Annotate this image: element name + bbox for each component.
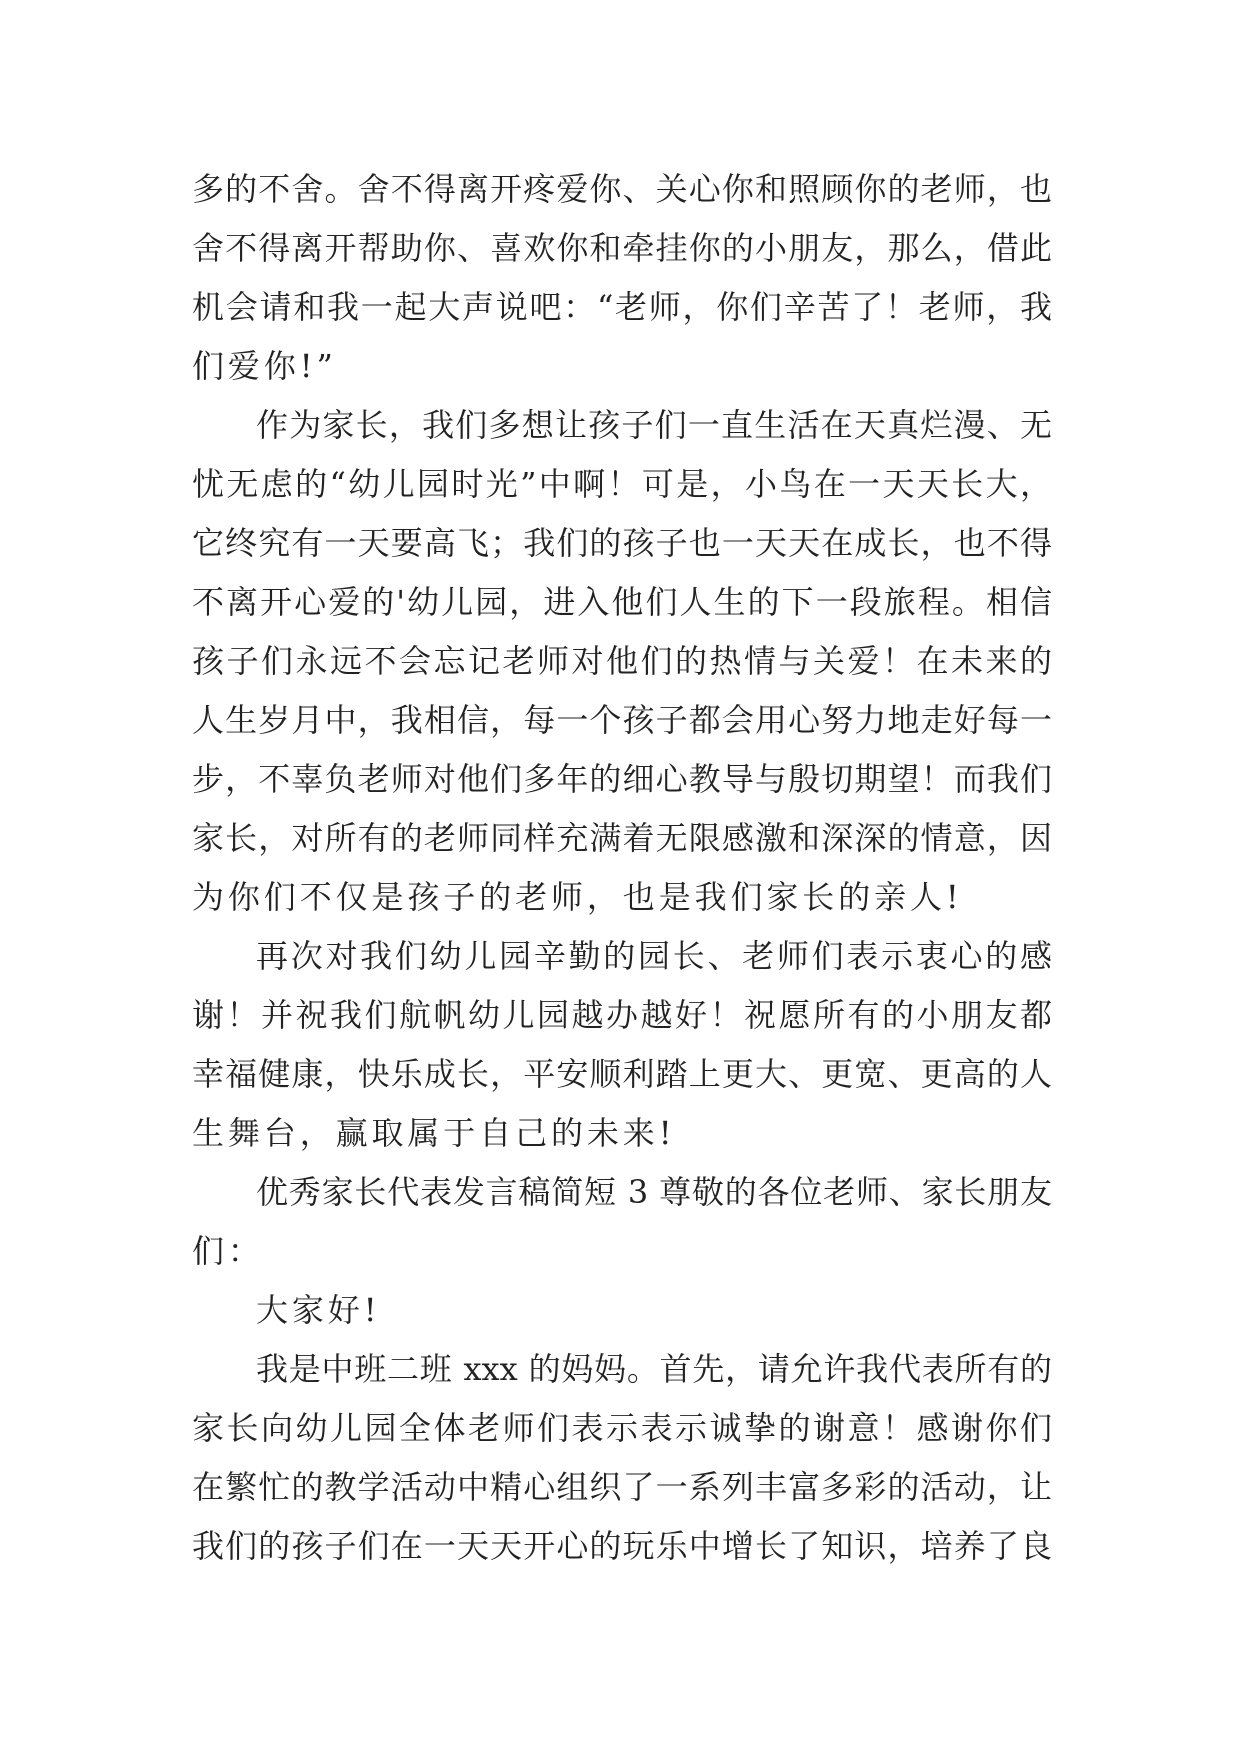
text-line: 谢！并祝我们航帆幼儿园越办越好！祝愿所有的小朋友都 xyxy=(192,996,1052,1034)
text-line: 作为家长，我们多想让孩子们一直生活在天真烂漫、无 xyxy=(256,406,1052,444)
text-line: 生舞台，赢取属于自己的未来! xyxy=(192,1114,676,1152)
text-line: 们： xyxy=(192,1232,264,1270)
text-line: 它终究有一天要高飞；我们的孩子也一天天在成长，也不得 xyxy=(192,524,1052,562)
text-line: 为你们不仅是孩子的老师，也是我们家长的亲人! xyxy=(192,878,963,916)
text-line: 家长向幼儿园全体老师们表示表示诚挚的谢意！感谢你们 xyxy=(192,1409,1052,1447)
text-line: 家长，对所有的老师同样充满着无限感激和深深的情意，因 xyxy=(192,819,1052,857)
text-line: 孩子们永远不会忘记老师对他们的热情与关爱！在未来的 xyxy=(192,642,1052,680)
text-line: 我们的孩子们在一天天开心的玩乐中增长了知识，培养了良 xyxy=(192,1527,1052,1565)
text-line: 幸福健康，快乐成长，平安顺利踏上更大、更宽、更高的人 xyxy=(192,1055,1052,1093)
text-line: 优秀家长代表发言稿简短 3 尊敬的各位老师、家长朋友 xyxy=(256,1173,1052,1211)
text-line: 人生岁月中，我相信，每一个孩子都会用心努力地走好每一 xyxy=(192,701,1052,739)
text-line: 步，不辜负老师对他们多年的细心教导与殷切期望！而我们 xyxy=(192,760,1052,798)
text-line: 舍不得离开帮助你、喜欢你和牵挂你的小朋友，那么，借此 xyxy=(192,229,1052,267)
text-line: 在繁忙的教学活动中精心组织了一系列丰富多彩的活动，让 xyxy=(192,1468,1052,1506)
text-line: 机会请和我一起大声说吧：“老师，你们辛苦了！老师，我 xyxy=(192,288,1052,326)
text-line: 大家好! xyxy=(256,1291,381,1329)
text-line: 不离开心爱的'幼儿园，进入他们人生的下一段旅程。相信 xyxy=(192,583,1052,621)
text-line: 我是中班二班 xxx 的妈妈。首先，请允许我代表所有的 xyxy=(256,1350,1052,1388)
text-line: 们爱你!” xyxy=(192,347,337,385)
text-line: 再次对我们幼儿园辛勤的园长、老师们表示衷心的感 xyxy=(256,937,1052,975)
text-line: 多的不舍。舍不得离开疼爱你、关心你和照顾你的老师，也 xyxy=(192,170,1052,208)
document-body xyxy=(192,160,1052,1576)
text-line: 忧无虑的“幼儿园时光”中啊！可是，小鸟在一天天长大， xyxy=(192,465,1052,503)
